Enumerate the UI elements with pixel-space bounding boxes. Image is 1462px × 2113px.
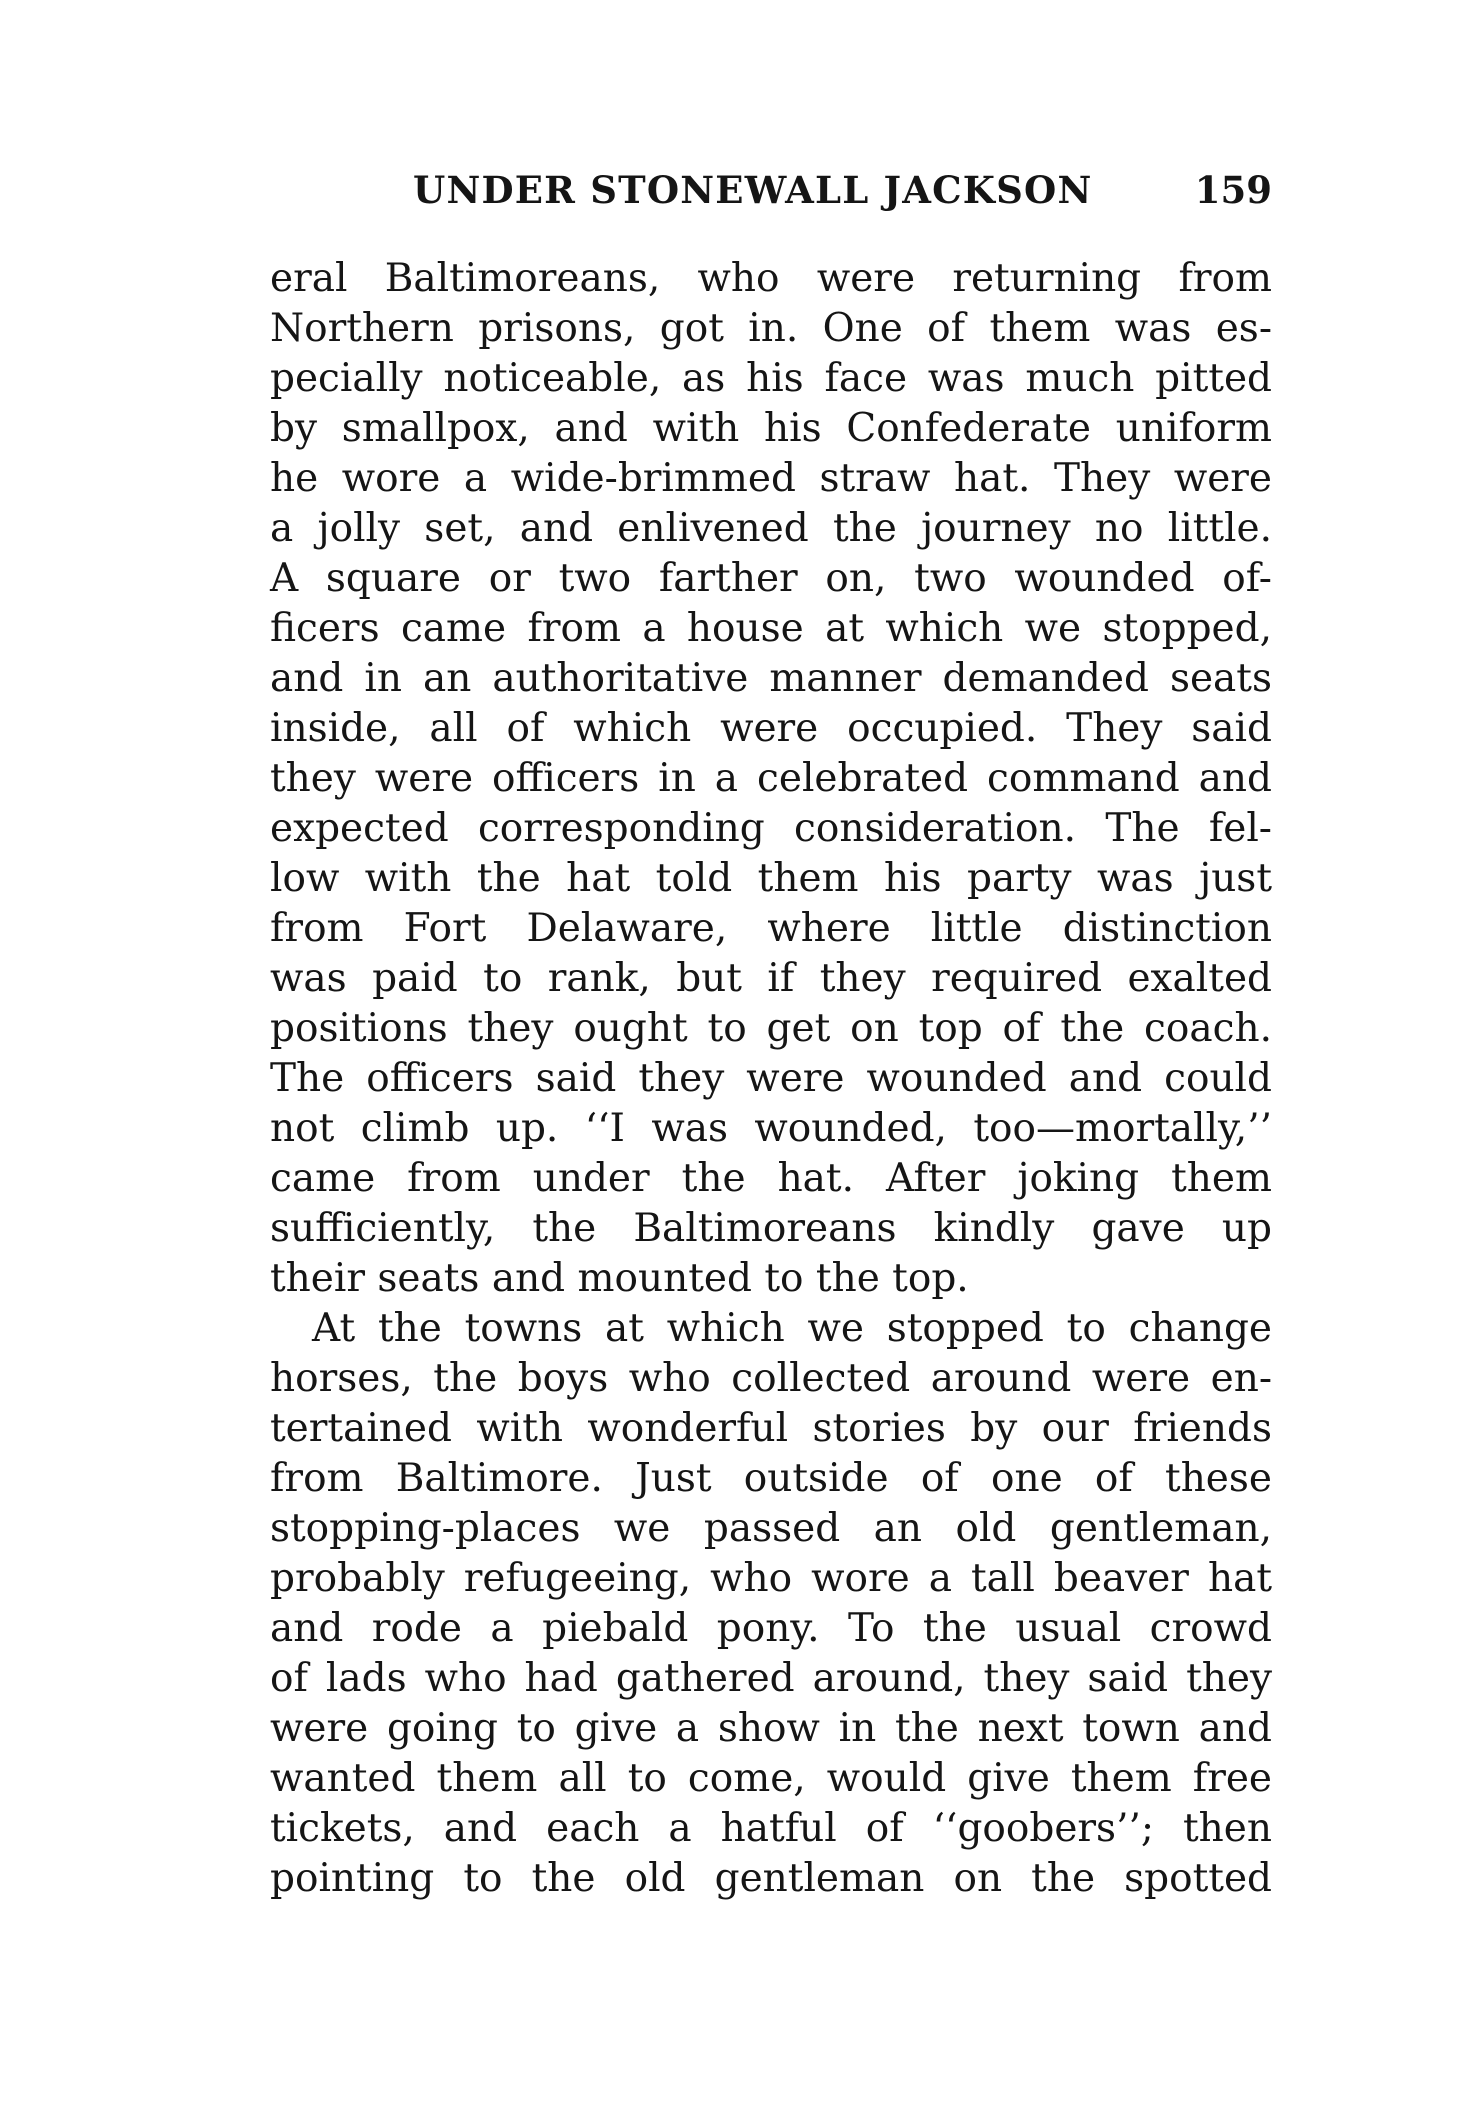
running-head (270, 160, 1272, 220)
text-line: A square or two farther on, two wounded of- (270, 556, 1272, 601)
paragraph-end-line: their seats and mounted to the top. (270, 1256, 969, 1301)
text-line: from Baltimore. Just outside of one of these (270, 1456, 1272, 1501)
text-line: tickets, and each a hatful of ‘‘goobers’’; then (270, 1806, 1272, 1851)
text-line: of lads who had gathered around, they said they (270, 1656, 1272, 1701)
text-line: positions they ought to get on top of the coach. (270, 1006, 1272, 1051)
text-line: ficers came from a house at which we stopped, (270, 606, 1272, 651)
text-line: and rode a piebald pony. To the usual crowd (270, 1606, 1272, 1651)
text-line: were going to give a show in the next town and (270, 1706, 1272, 1751)
running-title: UNDER STONEWALL JACKSON (413, 168, 1093, 212)
text-line: and in an authoritative manner demanded seats (270, 656, 1272, 701)
text-line: tertained with wonderful stories by our friends (270, 1406, 1272, 1451)
text-line: he wore a wide-brimmed straw hat. They were (270, 456, 1272, 501)
text-line: pecially noticeable, as his face was much pitted (270, 356, 1272, 401)
body-text (270, 254, 1272, 1904)
text-line: eral Baltimoreans, who were returning from (270, 256, 1272, 301)
text-line: not climb up. ‘‘I was wounded, too—mortally,’’ (270, 1106, 1272, 1151)
text-line: was paid to rank, but if they required exalted (270, 956, 1272, 1001)
text-line: a jolly set, and enlivened the journey no little. (270, 506, 1272, 551)
text-line: probably refugeeing, who wore a tall beaver hat (270, 1556, 1272, 1601)
page-number: 159 (1194, 168, 1272, 212)
text-line: they were officers in a celebrated command and (270, 756, 1272, 801)
text-line: pointing to the old gentleman on the spotted (270, 1856, 1272, 1901)
text-line: from Fort Delaware, where little distinction (270, 906, 1272, 951)
text-line: horses, the boys who collected around were en- (270, 1356, 1272, 1401)
text-line: Northern prisons, got in. One of them was es- (270, 306, 1272, 351)
paragraph-start-line: At the towns at which we stopped to change (312, 1306, 1272, 1351)
text-line: by smallpox, and with his Confederate uniform (270, 406, 1272, 451)
text-line: came from under the hat. After joking them (270, 1156, 1272, 1201)
text-line: sufficiently, the Baltimoreans kindly gave up (270, 1206, 1272, 1251)
text-line: stopping-places we passed an old gentleman, (270, 1506, 1272, 1551)
text-line: wanted them all to come, would give them free (270, 1756, 1272, 1801)
text-line: expected corresponding consideration. The fel- (270, 806, 1272, 851)
text-line: The officers said they were wounded and could (270, 1056, 1272, 1101)
text-line: inside, all of which were occupied. They said (270, 706, 1272, 751)
text-line: low with the hat told them his party was just (270, 856, 1272, 901)
